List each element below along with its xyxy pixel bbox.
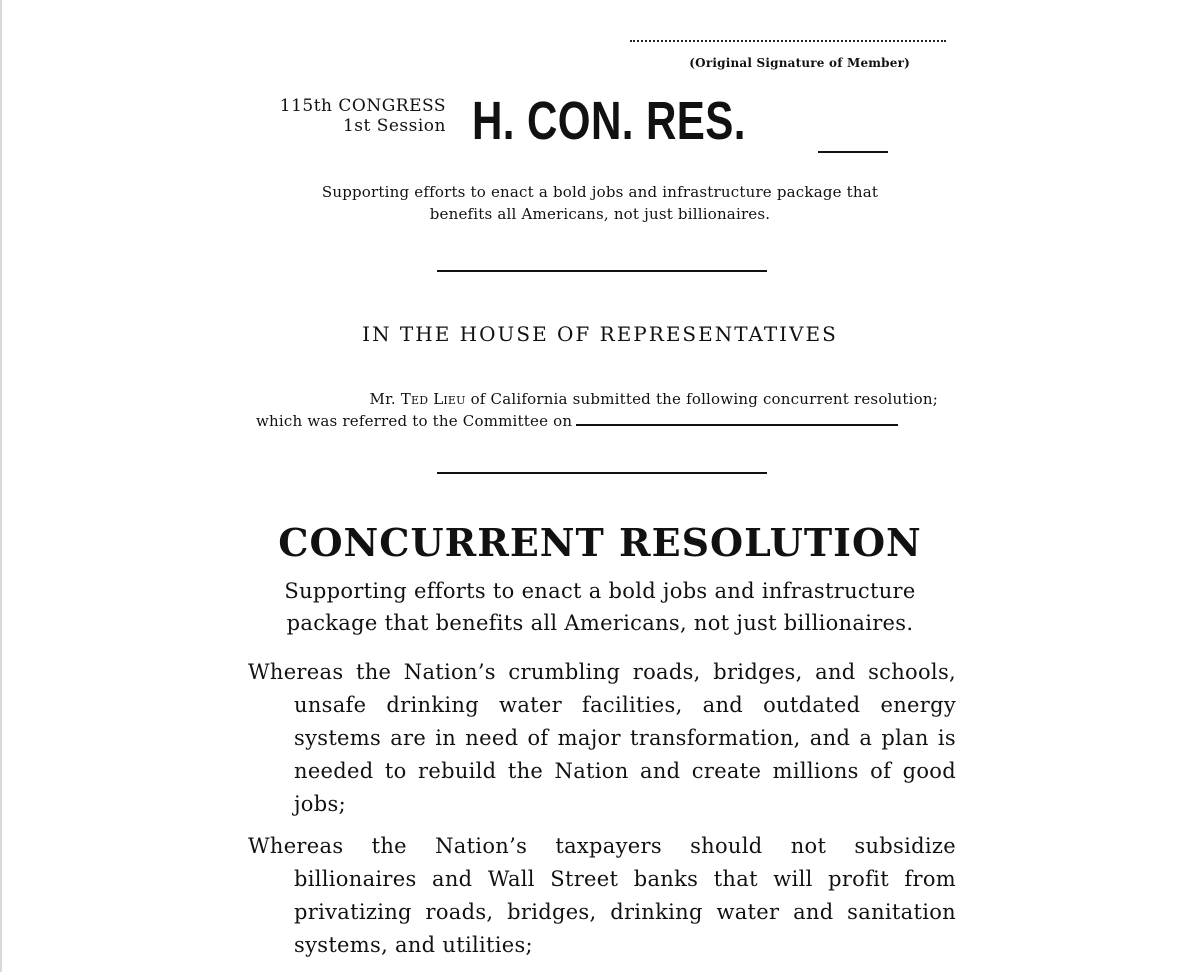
sponsor-line-1 bbox=[250, 388, 950, 410]
sponsor-statement bbox=[250, 388, 950, 432]
bill-type-title: H. CON. RES. bbox=[472, 91, 746, 151]
committee-referral-text: which was referred to the Committee on bbox=[256, 412, 573, 430]
whereas-clause-2: Whereas the Nation’s taxpayers should not subsidize billionaires and Wall Street banks that will profit from privatizing roads, bridges, drinking water and sanitation systems, and utilities; bbox=[248, 834, 956, 957]
resolution-purpose: Supporting efforts to enact a bold jobs and infrastructure package that benefits all Americans, not just billionaires. bbox=[284, 579, 916, 635]
signature-line bbox=[630, 40, 946, 42]
congress-session bbox=[236, 96, 446, 136]
signature-caption: (Original Signature of Member) bbox=[689, 56, 910, 70]
congress-number: 115th CONGRESS bbox=[279, 96, 446, 116]
sponsor-line-2 bbox=[250, 410, 950, 432]
bill-number-blank bbox=[818, 151, 888, 153]
sponsor-prefix: Mr. bbox=[369, 390, 401, 408]
chamber-heading: IN THE HOUSE OF REPRESENTATIVES bbox=[362, 322, 838, 346]
short-title-line-2: benefits all Americans, not just billionaires. bbox=[429, 205, 771, 223]
whereas-clause-1: Whereas the Nation’s crumbling roads, bridges, and schools, unsafe drinking water facilities, and outdated energy systems are in need of major transformation, and a plan is needed to rebuild the Nation and create millions of good jobs; bbox=[248, 660, 956, 816]
sponsor-line-1-rest: of California submitted the following concurrent resolution; bbox=[465, 390, 938, 408]
session-number: 1st Session bbox=[342, 116, 446, 136]
page-edge bbox=[0, 0, 2, 972]
resolution-heading: CONCURRENT RESOLUTION bbox=[278, 520, 922, 565]
committee-name-blank bbox=[576, 424, 898, 426]
short-title bbox=[250, 181, 950, 225]
divider-rule-bottom bbox=[437, 472, 767, 474]
sponsor-member-name: Ted Lieu bbox=[400, 390, 466, 408]
short-title-line-1: Supporting efforts to enact a bold jobs and infrastructure package that bbox=[321, 183, 879, 201]
divider-rule-top bbox=[437, 270, 767, 272]
